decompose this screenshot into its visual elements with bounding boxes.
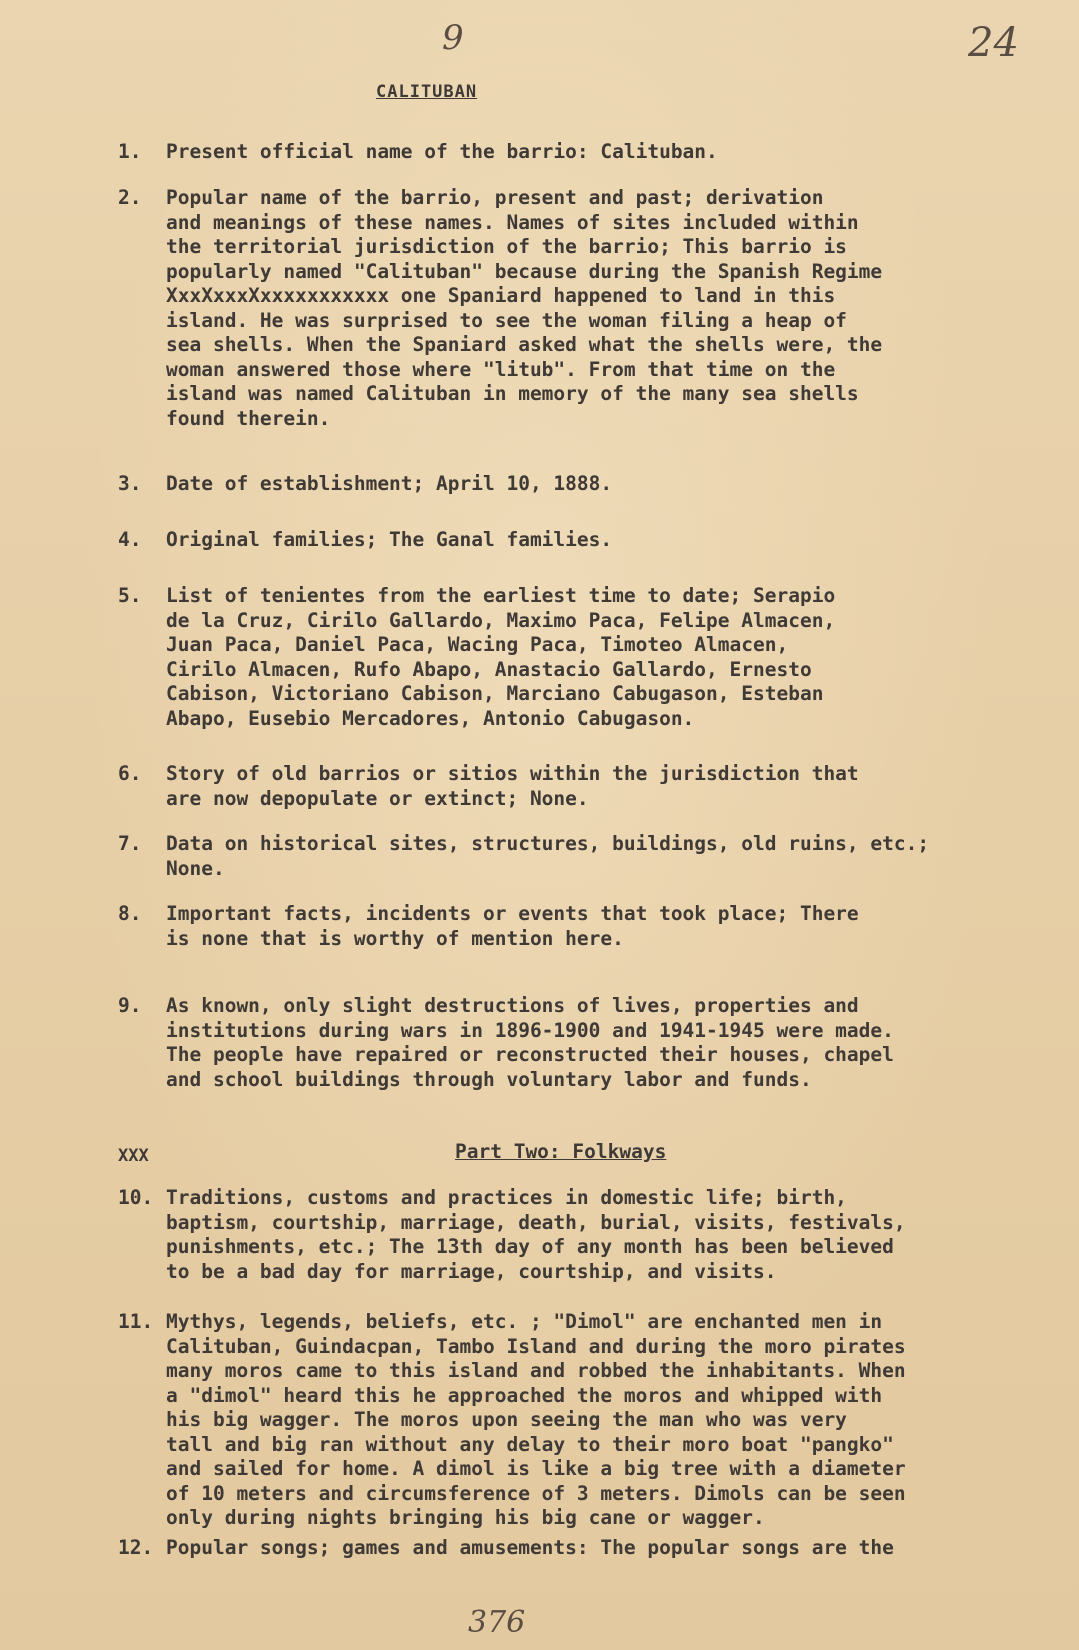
item-text-line: The people have repaired or reconstructed their houses, chapel bbox=[166, 1043, 894, 1066]
item-text-line: are now depopulate or extinct; None. bbox=[166, 786, 589, 810]
part-two-heading: Part Two: Folkways bbox=[455, 1140, 667, 1163]
item-text-line: List of tenientes from the earliest time to date; Serapio bbox=[166, 584, 836, 607]
list-item bbox=[118, 584, 1018, 731]
item-number: 2. bbox=[118, 186, 142, 209]
list-item bbox=[118, 472, 1018, 497]
item-text-line: woman answered those where "litub". From that time on the bbox=[166, 357, 836, 381]
item-number: 7. bbox=[118, 832, 142, 855]
item-number: 11. bbox=[118, 1310, 154, 1333]
list-item bbox=[118, 186, 1018, 431]
item-text bbox=[166, 140, 718, 165]
item-text-line: Traditions, customs and practices in domestic life; birth, bbox=[166, 1186, 847, 1209]
item-text-line: Abapo, Eusebio Mercadores, Antonio Cabugason. bbox=[166, 706, 695, 730]
item-text-line: is none that is worthy of mention here. bbox=[166, 926, 624, 950]
list-item bbox=[118, 994, 1018, 1092]
list-item bbox=[118, 140, 1018, 165]
item-text bbox=[166, 1310, 906, 1531]
item-text-line: de la Cruz, Cirilo Gallardo, Maximo Paca, Felipe Almacen, bbox=[166, 608, 836, 632]
item-text bbox=[166, 1186, 906, 1284]
item-text-line: the territorial jurisdiction of the barrio; This barrio is bbox=[166, 235, 847, 258]
item-text bbox=[166, 994, 894, 1092]
list-item bbox=[118, 1186, 1018, 1284]
list-item bbox=[118, 762, 1018, 811]
item-text bbox=[166, 472, 612, 497]
item-number: 1. bbox=[118, 140, 142, 163]
item-text-line: sea shells. When the Spaniard asked what the shells were, the bbox=[166, 333, 883, 356]
item-text-line: baptism, courtship, marriage, death, burial, visits, festivals, bbox=[166, 1210, 906, 1234]
item-text-line: island. He was surprised to see the woman filing a heap of bbox=[166, 308, 847, 332]
item-text-line: Calituban, Guindacpan, Tambo Island and during the moro pirates bbox=[166, 1334, 906, 1358]
item-text-line: None. bbox=[166, 856, 225, 880]
item-text-line: Juan Paca, Daniel Paca, Wacing Paca, Timoteo Almacen, bbox=[166, 633, 789, 656]
item-text-line: punishments, etc.; The 13th day of any month has been believed bbox=[166, 1235, 894, 1258]
item-text-line: and sailed for home. A dimol is like a big tree with a diameter bbox=[166, 1457, 906, 1480]
item-text-line: XxxXxxxXxxxxxxxxxxx one Spaniard happened to land in this bbox=[166, 284, 836, 307]
item-text-line: Cabison, Victoriano Cabison, Marciano Cabugason, Esteban bbox=[166, 682, 824, 705]
item-number: 3. bbox=[118, 472, 142, 495]
item-text-line: of 10 meters and circumsference of 3 meters. Dimols can be seen bbox=[166, 1481, 906, 1505]
item-text-line: popularly named "Calituban" because during the Spanish Regime bbox=[166, 259, 883, 283]
item-text bbox=[166, 832, 929, 881]
item-text-line: Popular songs; games and amusements: The popular songs are the bbox=[166, 1536, 894, 1559]
handwritten-page-number-bottom: 376 bbox=[468, 1605, 526, 1640]
struck-out-mark: XXX bbox=[118, 1146, 149, 1166]
item-text-line: Story of old barrios or sitios within the jurisdiction that bbox=[166, 762, 859, 785]
item-text-line: to be a bad day for marriage, courtship, and visits. bbox=[166, 1259, 777, 1283]
item-text-line: island was named Calituban in memory of the many sea shells bbox=[166, 382, 859, 405]
item-text-line: Present official name of the barrio: Calituban. bbox=[166, 140, 718, 163]
item-text-line: and meanings of these names. Names of sites included within bbox=[166, 210, 859, 234]
item-text-line: found therein. bbox=[166, 406, 331, 430]
item-number: 9. bbox=[118, 994, 142, 1017]
item-text-line: Cirilo Almacen, Rufo Abapo, Anastacio Gallardo, Ernesto bbox=[166, 657, 812, 681]
list-item bbox=[118, 528, 1018, 553]
item-text bbox=[166, 762, 859, 811]
item-text-line: his big wagger. The moros upon seeing the man who was very bbox=[166, 1408, 847, 1431]
item-number: 6. bbox=[118, 762, 142, 785]
item-text-line: Data on historical sites, structures, buildings, old ruins, etc.; bbox=[166, 832, 930, 855]
item-text-line: Original families; The Ganal families. bbox=[166, 528, 613, 551]
list-item bbox=[118, 1310, 1018, 1531]
item-number: 12. bbox=[118, 1536, 154, 1559]
handwritten-page-number-top: 9 bbox=[442, 18, 464, 58]
item-text bbox=[166, 1536, 894, 1561]
item-text-line: Popular name of the barrio, present and past; derivation bbox=[166, 186, 824, 209]
item-number: 10. bbox=[118, 1186, 154, 1209]
item-text-line: Important facts, incidents or events that took place; There bbox=[166, 902, 859, 925]
handwritten-page-number-right: 24 bbox=[968, 20, 1019, 66]
item-text bbox=[166, 186, 882, 431]
item-text-line: As known, only slight destructions of lives, properties and bbox=[166, 994, 859, 1017]
item-text-line: tall and big ran without any delay to their moro boat "pangko" bbox=[166, 1432, 894, 1456]
item-text bbox=[166, 902, 859, 951]
item-text bbox=[166, 528, 612, 553]
item-text-line: and school buildings through voluntary labor and funds. bbox=[166, 1067, 812, 1091]
item-text-line: only during nights bringing his big cane or wagger. bbox=[166, 1506, 765, 1529]
item-number: 5. bbox=[118, 584, 142, 607]
item-text bbox=[166, 584, 835, 731]
document-title: CALITUBAN bbox=[376, 82, 478, 102]
item-text-line: Mythys, legends, beliefs, etc. ; "Dimol" are enchanted men in bbox=[166, 1310, 883, 1333]
item-number: 8. bbox=[118, 902, 142, 925]
list-item bbox=[118, 902, 1018, 951]
item-text-line: Date of establishment; April 10, 1888. bbox=[166, 472, 613, 495]
list-item bbox=[118, 832, 1018, 881]
list-item bbox=[118, 1536, 1018, 1561]
item-text-line: institutions during wars in 1896-1900 and 1941-1945 were made. bbox=[166, 1018, 894, 1042]
item-text-line: many moros came to this island and robbed the inhabitants. When bbox=[166, 1359, 906, 1382]
item-number: 4. bbox=[118, 528, 142, 551]
item-text-line: a "dimol" heard this he approached the moros and whipped with bbox=[166, 1383, 883, 1407]
